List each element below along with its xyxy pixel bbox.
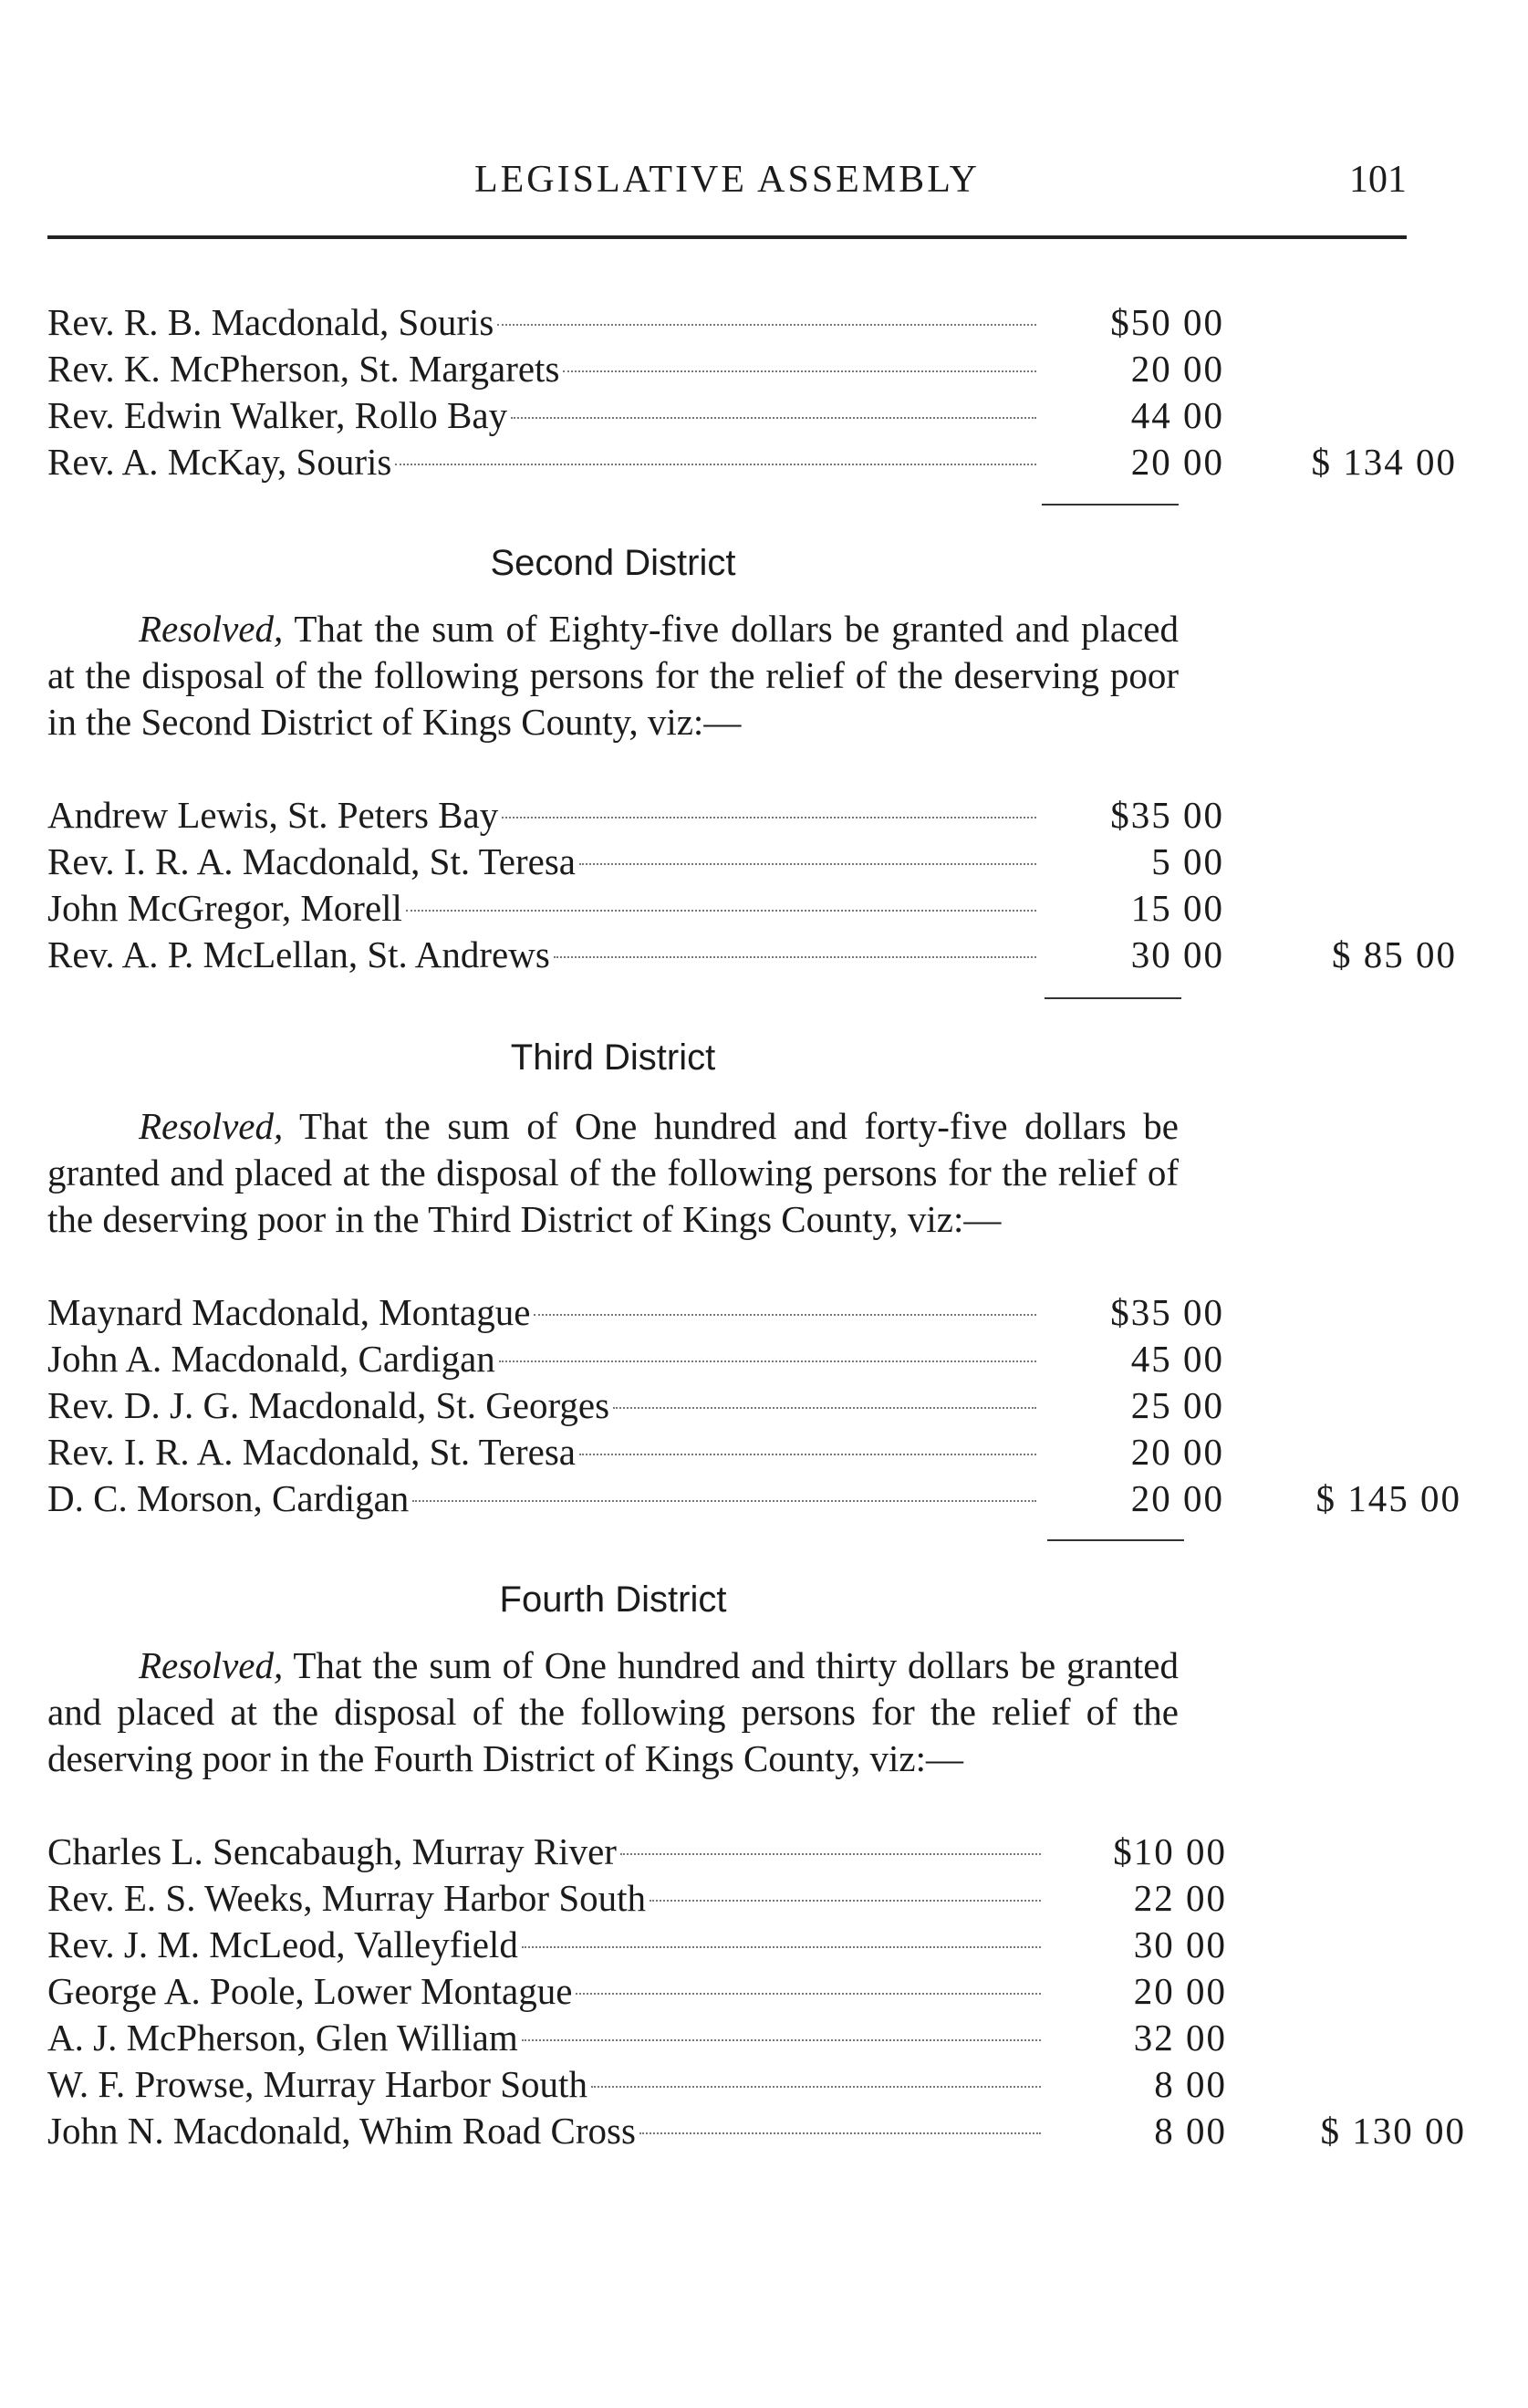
payee-amount: 25 00 bbox=[1130, 1384, 1224, 1426]
payee-amount: 30 00 bbox=[1133, 1923, 1227, 1965]
payee-name: Maynard Macdonald, Montague bbox=[47, 1291, 531, 1333]
dot-leader bbox=[620, 1853, 1041, 1855]
payee-name: Rev. A. McKay, Souris bbox=[47, 441, 392, 483]
payee-name: Charles L. Sencabaugh, Murray River bbox=[47, 1830, 617, 1872]
group-total: $ 85 00 bbox=[1332, 933, 1457, 975]
payee-amount: 22 00 bbox=[1133, 1877, 1227, 1919]
resolution-paragraph bbox=[47, 606, 1179, 745]
resolution-paragraph bbox=[47, 1642, 1179, 1782]
header-rule bbox=[47, 235, 1407, 239]
dot-leader bbox=[591, 2086, 1041, 2088]
payee-name: Rev. J. M. McLeod, Valleyfield bbox=[47, 1923, 518, 1965]
resolution-text: That the sum of One hundred and forty-five dollars be granted and placed at the disposal of the following persons for the relief of the deserving poor in the Third District of Kings County, viz:— bbox=[47, 1105, 1179, 1240]
section-heading: Second District bbox=[490, 543, 736, 583]
payee-amount: 8 00 bbox=[1154, 2110, 1227, 2152]
section-heading: Fourth District bbox=[499, 1579, 727, 1620]
dot-leader bbox=[613, 1407, 1036, 1409]
group-total: $ 145 00 bbox=[1315, 1477, 1461, 1519]
dot-leader bbox=[554, 956, 1036, 958]
running-title: LEGISLATIVE ASSEMBLY bbox=[474, 159, 980, 201]
payee-name: D. C. Morson, Cardigan bbox=[47, 1477, 410, 1519]
payee-amount: 20 00 bbox=[1130, 441, 1224, 483]
payee-amount: $35 00 bbox=[1110, 794, 1224, 836]
dot-leader bbox=[534, 1314, 1036, 1316]
dot-leader bbox=[499, 1360, 1036, 1362]
payee-name: W. F. Prowse, Murray Harbor South bbox=[47, 2063, 587, 2105]
dot-leader bbox=[563, 370, 1036, 372]
dot-leader bbox=[395, 464, 1036, 465]
payee-name: Rev. I. R. A. Macdonald, St. Teresa bbox=[47, 840, 577, 882]
payee-amount: 44 00 bbox=[1130, 394, 1224, 436]
dot-leader bbox=[576, 1993, 1041, 1995]
dot-leader bbox=[497, 324, 1036, 326]
payee-name: John A. Macdonald, Cardigan bbox=[47, 1338, 495, 1380]
payee-name: John McGregor, Morell bbox=[47, 887, 402, 929]
dot-leader bbox=[522, 2039, 1041, 2041]
payee-amount: 5 00 bbox=[1151, 840, 1224, 882]
section-heading: Third District bbox=[510, 1037, 716, 1078]
payee-amount: 20 00 bbox=[1133, 1970, 1227, 2012]
dot-leader bbox=[511, 417, 1036, 419]
payee-name: Rev. E. S. Weeks, Murray Harbor South bbox=[47, 1877, 647, 1919]
resolved-word: Resolved, bbox=[139, 1105, 284, 1147]
subtotal-rule bbox=[1047, 1539, 1184, 1541]
page-number: 101 bbox=[1349, 159, 1407, 201]
dot-leader bbox=[406, 910, 1036, 912]
dot-leader bbox=[579, 1454, 1036, 1455]
resolved-word: Resolved, bbox=[139, 608, 284, 650]
payee-name: John N. Macdonald, Whim Road Cross bbox=[47, 2110, 636, 2152]
payee-amount: 32 00 bbox=[1133, 2017, 1227, 2059]
payee-name: Rev. R. B. Macdonald, Souris bbox=[47, 301, 494, 343]
subtotal-rule bbox=[1045, 997, 1181, 999]
payee-amount: 20 00 bbox=[1130, 1431, 1224, 1473]
payee-amount: 8 00 bbox=[1154, 2063, 1227, 2105]
dot-leader bbox=[579, 863, 1036, 865]
payee-amount: 45 00 bbox=[1130, 1338, 1224, 1380]
payee-name: Rev. Edwin Walker, Rollo Bay bbox=[47, 394, 508, 436]
payee-amount: $35 00 bbox=[1110, 1291, 1224, 1333]
payee-amount: 20 00 bbox=[1130, 348, 1224, 390]
resolved-word: Resolved, bbox=[139, 1644, 284, 1686]
dot-leader bbox=[639, 2132, 1041, 2134]
payee-name: Rev. A. P. McLellan, St. Andrews bbox=[47, 933, 550, 975]
resolution-paragraph bbox=[47, 1103, 1179, 1243]
payee-amount: $50 00 bbox=[1110, 301, 1224, 343]
dot-leader bbox=[650, 1900, 1041, 1902]
resolution-text: That the sum of One hundred and thirty dollars be granted and placed at the disposal of the following persons for the relief of the deserving poor in the Fourth District of Kings County, viz:— bbox=[47, 1644, 1179, 1779]
resolution-text: That the sum of Eighty-five dollars be granted and placed at the disposal of the following persons for the relief of the deserving poor in the Second District of Kings County, viz:— bbox=[47, 608, 1179, 743]
payee-name: Rev. K. McPherson, St. Margarets bbox=[47, 348, 560, 390]
payee-amount: 30 00 bbox=[1130, 933, 1224, 975]
payee-name: A. J. McPherson, Glen William bbox=[47, 2017, 518, 2059]
group-total: $ 134 00 bbox=[1311, 441, 1457, 483]
dot-leader bbox=[412, 1500, 1036, 1502]
dot-leader bbox=[522, 1946, 1041, 1948]
page-header bbox=[47, 157, 1407, 203]
payee-amount: 15 00 bbox=[1130, 887, 1224, 929]
payee-amount: 20 00 bbox=[1130, 1477, 1224, 1519]
subtotal-rule bbox=[1042, 504, 1179, 506]
payee-name: Rev. D. J. G. Macdonald, St. Georges bbox=[47, 1384, 610, 1426]
payee-amount: $10 00 bbox=[1113, 1830, 1227, 1872]
payee-name: Andrew Lewis, St. Peters Bay bbox=[47, 794, 499, 836]
payee-name: George A. Poole, Lower Montague bbox=[47, 1970, 573, 2012]
group-total: $ 130 00 bbox=[1320, 2110, 1466, 2152]
dot-leader bbox=[502, 817, 1036, 818]
payee-name: Rev. I. R. A. Macdonald, St. Teresa bbox=[47, 1431, 577, 1473]
